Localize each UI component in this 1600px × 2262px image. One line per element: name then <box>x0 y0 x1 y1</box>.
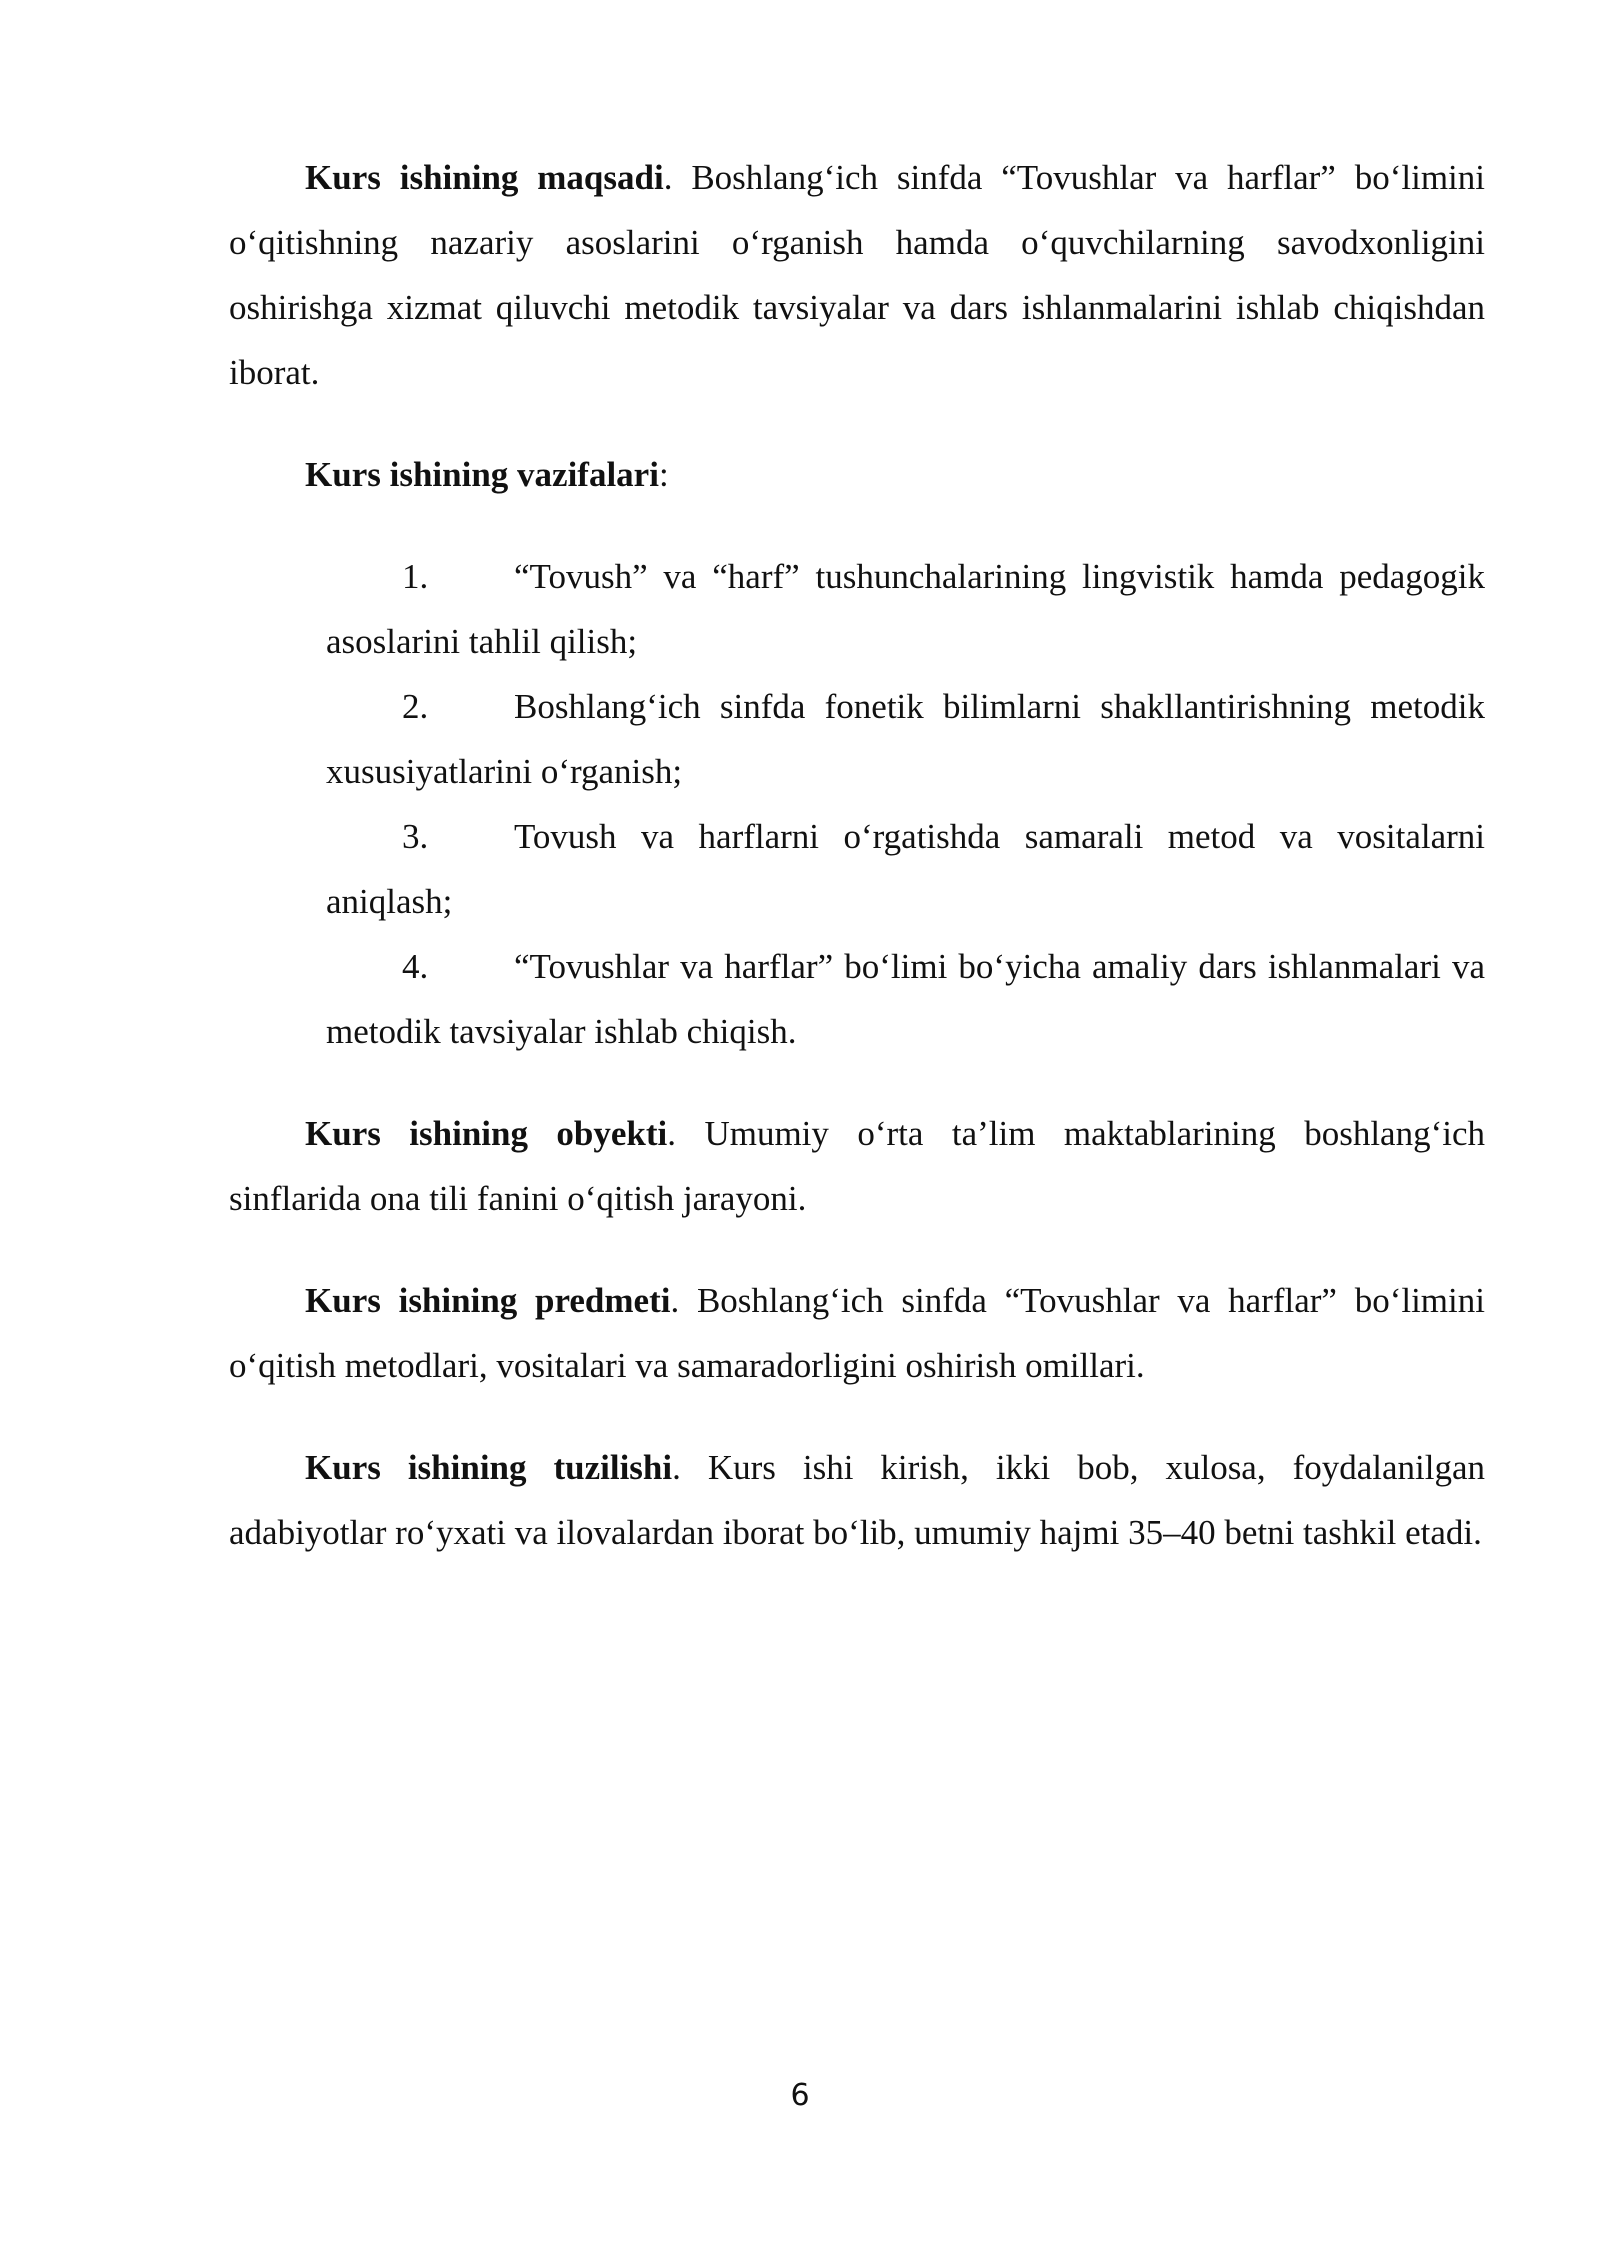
text-maqsadi: Boshlang‘ich sinfda “Tovushlar va harflar” bo‘limini o‘qitishning nazariy asoslarini o‘rganish hamda o‘quvchilarning savodxonligini oshirishga xizmat qiluvchi metodik tavsiyalar va dars ishlanmalarini ishlab chiqishdan iborat. <box>229 158 1485 392</box>
heading-punct-predmeti: . <box>670 1281 680 1320</box>
spacer <box>229 1398 1485 1435</box>
heading-obyekti: Kurs ishining obyekti <box>305 1114 668 1153</box>
text-obyekti: Umumiy o‘rta ta’lim maktablarining boshlang‘ich sinflarida ona tili fanini o‘qitish jarayoni. <box>229 1114 1485 1218</box>
paragraph-predmeti <box>229 1268 1485 1398</box>
list-item-number: 3. <box>402 817 429 856</box>
heading-tuzilishi: Kurs ishining tuzilishi <box>305 1448 673 1487</box>
heading-punct-tuzilishi: . <box>672 1448 681 1487</box>
heading-punct-obyekti: . <box>667 1114 677 1153</box>
list-item <box>326 934 1485 1064</box>
list-item-text: “Tovushlar va harflar” bo‘limi bo‘yicha amaliy dars ishlanmalari va metodik tavsiyalar ishlab chiqish. <box>326 947 1485 1051</box>
list-item-text: Boshlang‘ich sinfda fonetik bilimlarni shakllantirishning metodik xususiyatlarini o‘rganish; <box>326 687 1485 791</box>
list-item <box>326 804 1485 934</box>
list-item <box>326 674 1485 804</box>
page-number: 6 <box>790 2078 810 2113</box>
paragraph-maqsadi <box>229 145 1485 405</box>
list-item-number: 1. <box>402 557 429 596</box>
text-predmeti: Boshlang‘ich sinfda “Tovushlar va harflar” bo‘limini o‘qitish metodlari, vositalari va samaradorligini oshirish omillari. <box>229 1281 1485 1385</box>
page-content <box>229 145 1485 1565</box>
list-item <box>326 544 1485 674</box>
paragraph-vazifalari-heading <box>229 442 1485 507</box>
heading-maqsadi: Kurs ishining maqsadi <box>305 158 664 197</box>
list-item-text: Tovush va harflarni o‘rgatishda samarali metod va vositalarni aniqlash; <box>326 817 1485 921</box>
list-item-number: 2. <box>402 687 429 726</box>
list-item-number: 4. <box>402 947 429 986</box>
task-list <box>229 544 1485 1064</box>
heading-punct-maqsadi: . <box>663 158 673 197</box>
heading-predmeti: Kurs ishining predmeti <box>305 1281 671 1320</box>
spacer <box>229 1231 1485 1268</box>
list-item-text: “Tovush” va “harf” tushunchalarining lingvistik hamda pedagogik asoslarini tahlil qilish; <box>326 557 1485 661</box>
text-tuzilishi: Kurs ishi kirish, ikki bob, xulosa, foydalanilgan adabiyotlar ro‘yxati va ilovalardan iborat bo‘lib, umumiy hajmi 35–40 betni tashkil etadi. <box>229 1448 1485 1552</box>
heading-vazifalari: Kurs ishining vazifalari <box>305 455 659 494</box>
heading-punct-vazifalari: : <box>658 455 669 494</box>
spacer <box>229 507 1485 544</box>
spacer <box>229 1064 1485 1101</box>
spacer <box>229 405 1485 442</box>
paragraph-obyekti <box>229 1101 1485 1231</box>
paragraph-tuzilishi <box>229 1435 1485 1565</box>
